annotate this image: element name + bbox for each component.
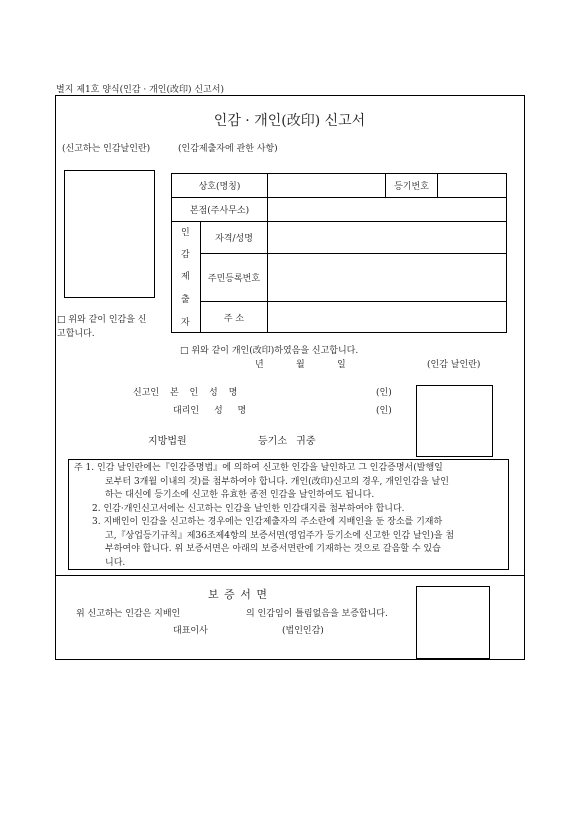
guarantee-text-1: 위 신고하는 인감은 지배인 — [76, 609, 181, 619]
seal-stamp-box[interactable] — [64, 170, 155, 298]
submitter-vertical-label: 인 감 제 출 자 — [181, 228, 190, 328]
seal-area-label: (인감 날인란) — [427, 360, 481, 370]
seal-mark-agent: (인) — [376, 406, 392, 416]
submitter-info-caption: (인감제출자에 관한 사항) — [178, 144, 278, 154]
note-line: 고,『상업등기규칙』제36조제4항의 보증서면(영업주가 등기소에 신고한 인감 날인)을 첨 — [105, 530, 455, 541]
applicant-self-label: 신고인 본 인 성 명 — [133, 388, 238, 398]
note-line: 하는 대신에 등기소에 신고한 유효한 종전 인감을 날인하여도 됩니다. — [105, 490, 375, 500]
guarantee-title: 보 증 서 면 — [208, 588, 267, 601]
qualification-name-field[interactable] — [268, 222, 506, 253]
guarantee-text-2: 의 인감임이 틀림없음을 보증합니다. — [246, 609, 388, 619]
note-line: 로부터 3개월 이내의 것)를 첨부하여야 합니다. 개인(改印)신고의 경우, 개인인감을 날인 — [105, 476, 449, 487]
registration-number-field[interactable] — [438, 174, 506, 197]
applicant-seal-box[interactable] — [416, 385, 493, 457]
seal-change-checkbox[interactable]: □ 위와 같이 개인(改印)하였음을 신고합니다. — [180, 346, 359, 356]
representative-label: 대표이사 — [173, 626, 208, 636]
head-office-field[interactable] — [268, 198, 506, 221]
address-field[interactable] — [268, 302, 506, 333]
date-day-label: 일 — [337, 360, 346, 370]
note-line: 2. 인감·개인신고서에는 신고하는 인감을 날인한 인감대지를 첨부하여야 합니다. — [92, 503, 405, 514]
seal-mark-self: (인) — [376, 388, 392, 398]
trade-name-field[interactable] — [268, 174, 385, 197]
section-divider — [55, 575, 525, 576]
guarantee-seal-box[interactable] — [416, 586, 490, 659]
district-court-label: 지방법원 — [148, 436, 187, 447]
note-line: 주 1. 인감 날인란에는『인감증명법』에 의하여 신고한 인감을 날인하고 그 인감증명서(발행일 — [74, 463, 443, 473]
resident-number-label: 주민등록번호 — [207, 274, 261, 284]
address-label: 주 소 — [223, 314, 245, 324]
date-year-label: 년 — [255, 360, 264, 370]
seal-area-caption: (신고하는 인감날인란) — [62, 144, 151, 154]
notes-text — [74, 462, 454, 570]
applicant-agent-label: 대리인 성 명 — [173, 406, 247, 416]
registration-number-label: 등기번호 — [394, 182, 429, 192]
resident-number-field[interactable] — [268, 254, 506, 301]
seal-report-checkbox[interactable]: □ 위와 같이 인감을 신 — [57, 315, 147, 325]
registry-office-label: 등기소 귀중 — [258, 436, 316, 447]
seal-report-checkbox-cont: 고합니다. — [57, 329, 95, 339]
form-number-label: 별지 제1호 양식(인감 · 개인(改印) 신고서) — [56, 85, 224, 95]
note-line: 3. 지배인이 인감을 신고하는 경우에는 인감제출자의 주소란에 지배인을 둔 장소를 기재하 — [92, 517, 443, 527]
trade-name-label: 상호(명칭) — [198, 182, 241, 192]
date-month-label: 월 — [296, 360, 305, 370]
corporate-seal-label: (법인인감) — [282, 626, 324, 636]
note-line: 부하여야 합니다. 위 보증서면은 아래의 보증서면란에 기재하는 것으로 갈음할 수 있습 — [105, 544, 441, 554]
qualification-name-label: 자격/성명 — [215, 234, 253, 244]
page-title: 인감 · 개인(改印) 신고서 — [213, 113, 366, 129]
head-office-label: 본점(주사무소) — [189, 206, 250, 216]
note-line: 니다. — [105, 557, 126, 568]
